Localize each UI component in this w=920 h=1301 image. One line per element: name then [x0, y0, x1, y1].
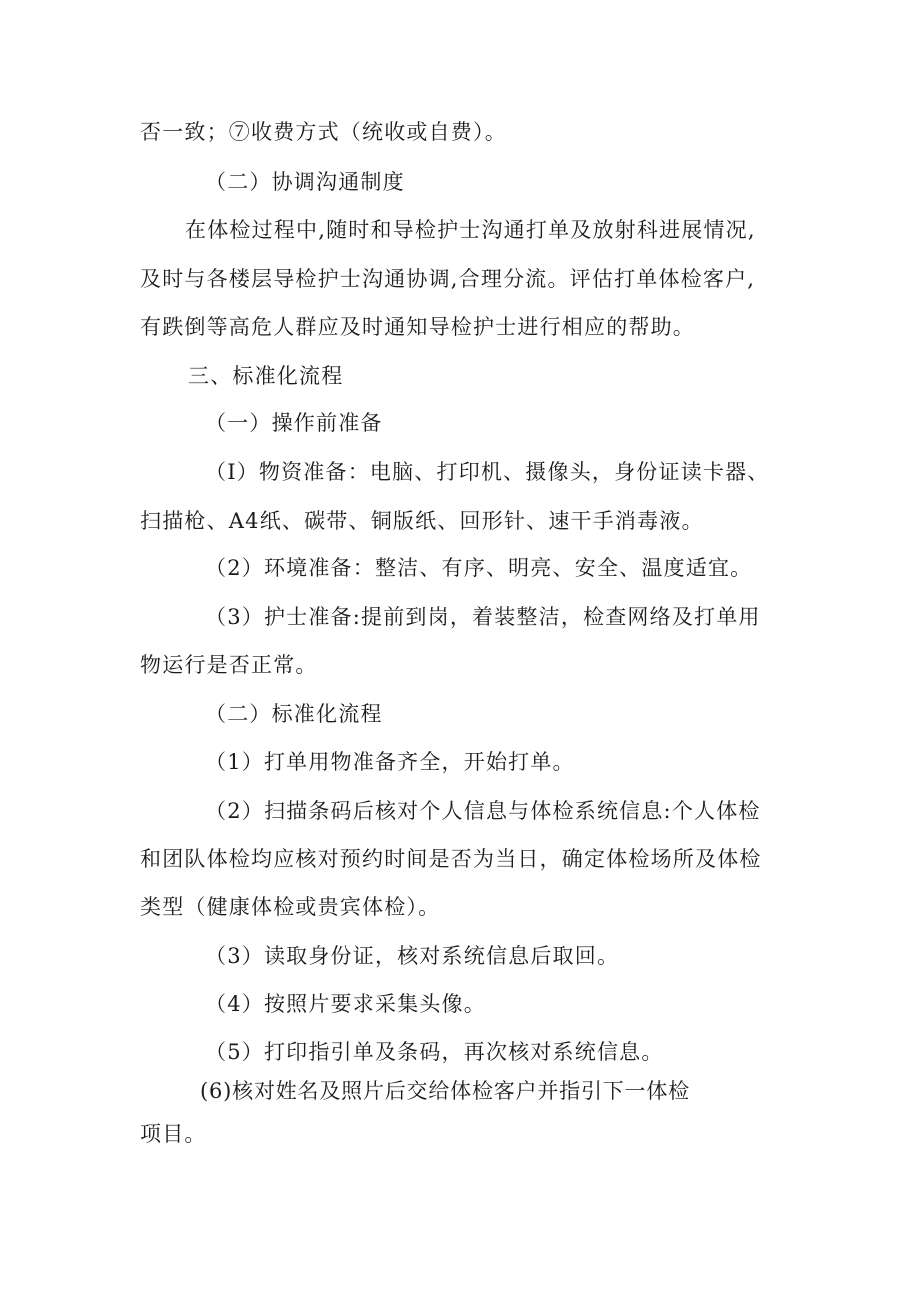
text-line-11: （3）护士准备:提前到岗，着装整洁，检查网络及打单用 [205, 605, 761, 629]
text-line-8: （I）物资准备：电脑、打印机、摄像头，身份证读卡器、 [205, 460, 770, 484]
text-line-12: 物运行是否正常。 [140, 653, 318, 677]
subsection-heading-preparation: （一）操作前准备 [205, 411, 383, 435]
text-line-20: （5）打印指引单及条码，再次核对系统信息。 [205, 1040, 664, 1064]
text-line-21: (6)核对姓名及照片后交给体检客户并指引下一体检 [200, 1079, 690, 1103]
text-line-3: 在体检过程中,随时和导检护士沟通打单及放射科进展情况, [185, 218, 756, 242]
section-heading-coordination: （二）协调沟通制度 [205, 170, 405, 194]
text-line-10: （2）环境准备：整洁、有序、明亮、安全、温度适宜。 [205, 556, 753, 580]
section-heading-standard-process: 三、标准化流程 [188, 364, 344, 388]
text-line-15: （2）扫描条码后核对个人信息与体检系统信息:个人体检 [205, 799, 761, 823]
text-line-16: 和团队体检均应核对预约时间是否为当日，确定体检场所及体检 [140, 847, 762, 871]
text-line-14: （1）打单用物准备齐全，开始打单。 [205, 750, 575, 774]
text-line-9: 扫描枪、A4纸、碳带、铜版纸、回形针、速干手消毒液。 [140, 509, 704, 533]
text-line-19: （4）按照片要求采集头像。 [205, 992, 486, 1016]
text-line-5: 有跌倒等高危人群应及时通知导检护士进行相应的帮助。 [140, 315, 695, 339]
text-line-4: 及时与各楼层导检护士沟通协调,合理分流。评估打单体检客户, [140, 267, 756, 291]
text-line-18: （3）读取身份证，核对系统信息后取回。 [205, 944, 620, 968]
text-line-17: 类型（健康体检或贵宾体检）。 [140, 895, 441, 919]
text-line-1: 否一致；⑦收费方式（统收或自费）。 [140, 120, 507, 144]
text-line-22: 项目。 [140, 1122, 207, 1146]
subsection-heading-standard-process: （二）标准化流程 [205, 702, 383, 726]
